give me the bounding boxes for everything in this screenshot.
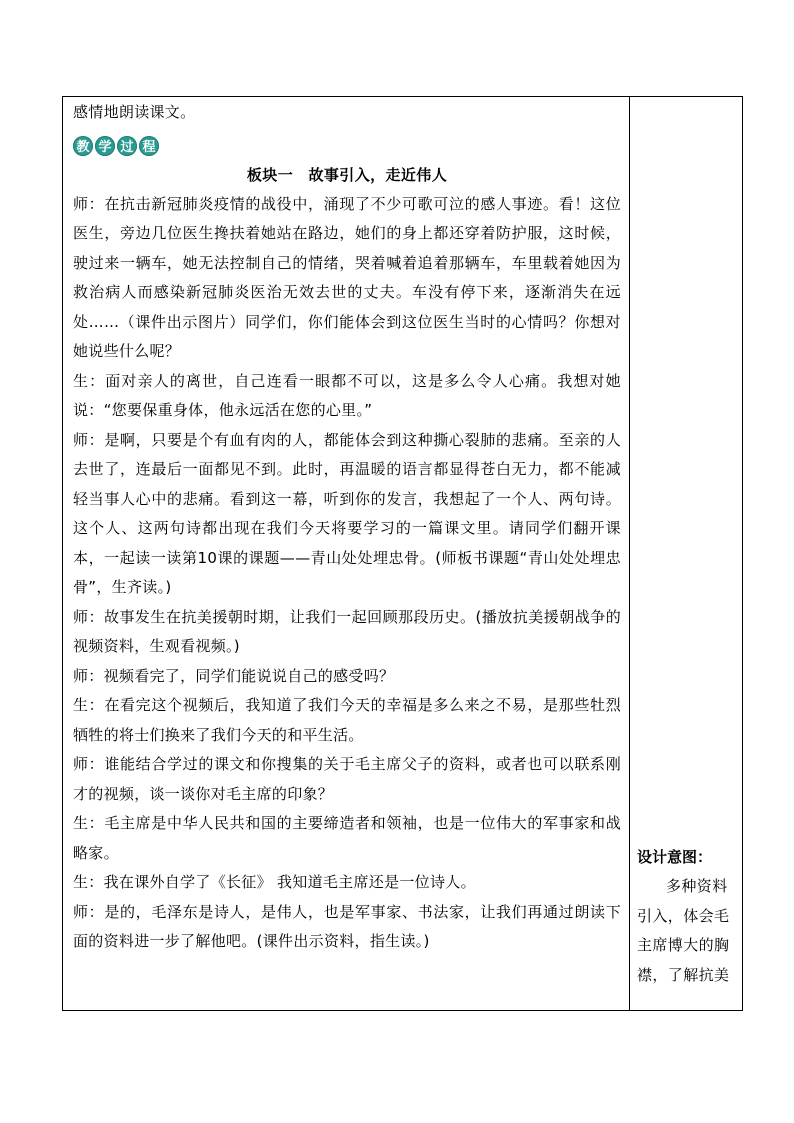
dialogue-paragraph: 生：在看完这个视频后，我知道了我们今天的幸福是多么来之不易，是那些牡烈牺牲的将士们换来了我们今天的和平生活。 bbox=[73, 696, 621, 744]
design-intent-column bbox=[637, 842, 737, 990]
main-column bbox=[73, 97, 621, 957]
dialogue-paragraph: 师：是的，毛泽东是诗人，是伟人，也是军事家、书法家，让我们再通过朗读下面的资料进一步了解他吧。(课件出示资料，指生读。) bbox=[73, 902, 621, 950]
dialogue-paragraph: 师：故事发生在抗美援朝时期，让我们一起回顾那段历史。(播放抗美援朝战争的视频资料，生观看视频。) bbox=[73, 607, 621, 655]
design-intent-text: 多种资料引入，体会毛主席博大的胸襟，了解抗美 bbox=[637, 877, 730, 984]
column-divider bbox=[629, 97, 630, 1010]
section-title: 板块一 故事引入，走近伟人 bbox=[246, 165, 448, 184]
dialogue-paragraph: 师：在抗击新冠肺炎疫情的战役中，涌现了不少可歌可泣的感人事迹。看！这位医生，旁边几位医生搀扶着她站在路边，她们的身上都还穿着防护服，这时候，驶过来一辆车，她无法控制自己的情绪，哭着喊着追着那辆车，车里载着她因为救治病人而感染新冠肺炎医治无效去世的丈夫。车没有停下来，逐渐消失在远处……（课件出示图片）同学们，你们能体会到这位医生当时的心情吗？你想对她说些什么呢？ bbox=[73, 194, 621, 360]
dialogue-paragraph: 师：视频看完了，同学们能说说自己的感受吗？ bbox=[73, 666, 395, 685]
dialogue-paragraph: 师：是啊，只要是个有血有肉的人，都能体会到这种撕心裂肺的悲痛。至亲的人去世了，连最后一面都见不到。此时，再温暖的语言都显得苍白无力，都不能减轻当事人心中的悲痛。看到这一幕，听到你的发言，我想起了一个人、两句诗。这个人、这两句诗都出现在我们今天将要学习的一篇课文里。请同学们翻开课本，一起读一读第10课的课题——青山处处埋忠骨。(师板书课题“青山处处埋忠骨”，生齐读。) bbox=[73, 430, 621, 596]
badge-char: 程 bbox=[139, 136, 159, 156]
dialogue-paragraph: 生：我在课外自学了《长征》 我知道毛主席还是一位诗人。 bbox=[73, 873, 476, 891]
dialogue-paragraph: 师：谁能结合学过的课文和你搜集的关于毛主席父子的资料，或者也可以联系刚才的视频，谈一谈你对毛主席的印象？ bbox=[73, 755, 621, 803]
teaching-process-badge bbox=[73, 136, 159, 156]
dialogue-paragraph: 生：毛主席是中华人民共和国的主要缔造者和领袖，也是一位伟大的军事家和战略家。 bbox=[73, 814, 621, 862]
dialogue-paragraph: 生：面对亲人的离世，自己连看一眼都不可以，这是多么令人心痛。我想对她说：“您要保重身体，他永远活在您的心里。” bbox=[73, 371, 621, 419]
design-intent-title: 设计意图： bbox=[637, 848, 713, 866]
badge-char: 学 bbox=[95, 136, 115, 156]
badge-char: 教 bbox=[73, 136, 93, 156]
intro-line: 感情地朗读课文。 bbox=[73, 103, 196, 121]
lesson-plan-table bbox=[62, 96, 743, 1011]
badge-char: 过 bbox=[117, 136, 137, 156]
